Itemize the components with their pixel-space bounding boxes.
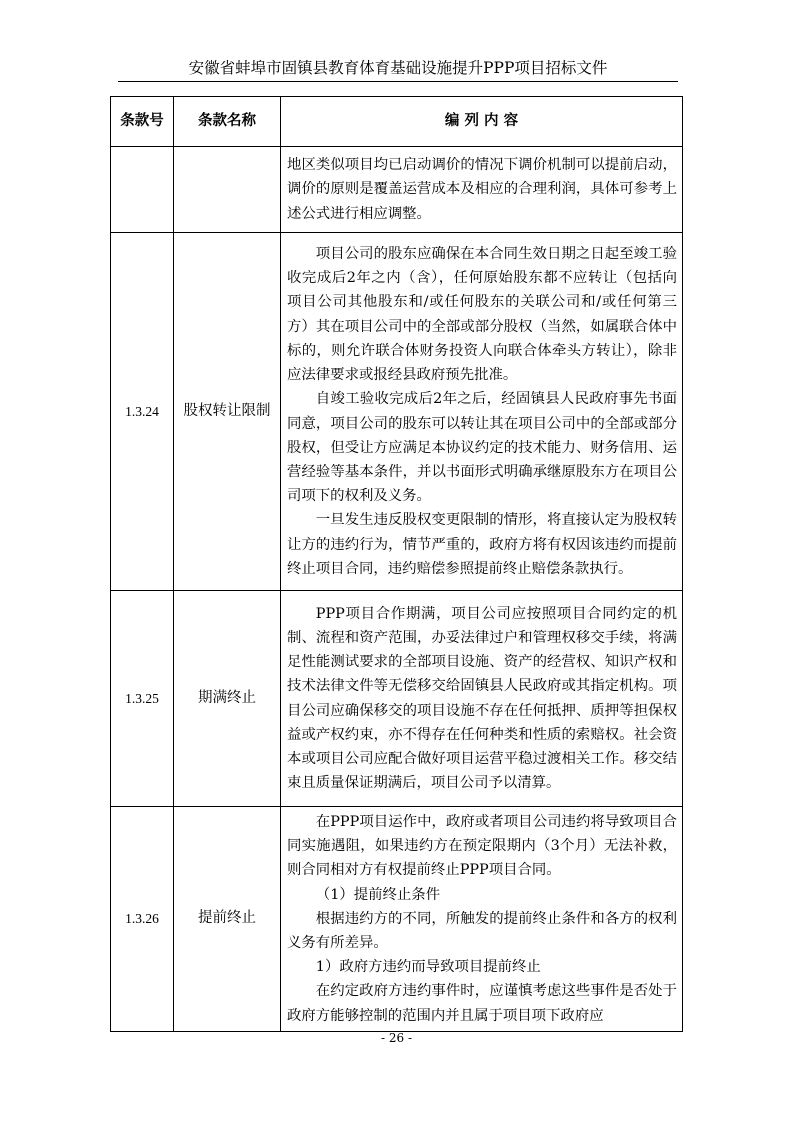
- clause-content: [281, 591, 683, 807]
- content-paragraph: 地区类似项目均已启动调价的情况下调价机制可以提前启动，调价的原则是覆盖运营成本及相应的合理利润，具体可参考上述公式进行相应调整。: [287, 157, 677, 222]
- clause-number: 1.3.25: [111, 591, 174, 807]
- column-header-content: 编 列 内 容: [281, 97, 683, 147]
- content-paragraph: 在PPP项目运作中，政府或者项目公司违约将导致项目合同实施遇阻，如果违约方在预定限期内（3个月）无法补救，则合同相对方有权提前终止PPP项目合同。: [287, 814, 677, 879]
- content-paragraph: 根据违约方的不同，所触发的提前终止条件和各方的权利义务有所差异。: [287, 910, 677, 952]
- clause-name: 期满终止: [174, 591, 281, 807]
- clause-name: 股权转让限制: [174, 233, 281, 591]
- table-row: [111, 147, 683, 233]
- clause-name: 提前终止: [174, 807, 281, 1032]
- content-paragraph: PPP项目合作期满，项目公司应按照项目合同约定的机制、流程和资产范围，办妥法律过户和管理权移交手续，将满足性能测试要求的全部项目设施、资产的经营权、知识产权和技术法律文件等无偿移交给固镇县人民政府或其指定机构。项目公司应确保移交的项目设施不存在任何抵押、质押等担保权益或产权约束，亦不得存在任何种类和性质的索赔权。社会资本或项目公司应配合做好项目运营平稳过渡相关工作。移交结束且质量保证期满后，项目公司予以清算。: [287, 605, 677, 792]
- column-header-clause-number: 条款号: [111, 97, 174, 147]
- document-header-title: 安徽省蚌埠市固镇县教育体育基础设施提升PPP项目招标文件: [188, 59, 608, 77]
- clause-table: [110, 96, 683, 1032]
- content-paragraph: （1）提前终止条件: [315, 886, 441, 903]
- content-paragraph: 自竣工验收完成后2年之后，经固镇县人民政府事先书面同意，项目公司的股东可以转让其在项目公司中的全部或部分股权，但受让方应满足本协议约定的技术能力、财务信用、运营经验等基本条件，并以书面形式明确承继原股东方在项目公司项下的权利及义务。: [287, 391, 677, 505]
- content-paragraph: 项目公司的股东应确保在本合同生效日期之日起至竣工验收完成后2年之内（含），任何原始股东都不应转让（包括向项目公司其他股东和/或任何股东的关联公司和/或任何第三方）其在项目公司中的全部或部分股权（当然，如属联合体中标的，则允许联合体财务投资人向联合体牵头方转让），除非应法律要求或报经县政府预先批准。: [287, 246, 677, 384]
- table-row: [111, 233, 683, 591]
- content-paragraph: 一旦发生违反股权变更限制的情形，将直接认定为股权转让方的违约行为，情节严重的，政府方将有权因该违约而提前终止项目合同，违约赔偿参照提前终止赔偿条款执行。: [287, 512, 677, 577]
- header-divider: [118, 81, 678, 82]
- clause-number: [111, 147, 174, 233]
- table-row: [111, 807, 683, 1032]
- clause-content: [281, 147, 683, 233]
- content-paragraph: 1）政府方违约而导致项目提前终止: [315, 959, 541, 976]
- page-number: - 26 -: [380, 1031, 412, 1045]
- table-row: [111, 591, 683, 807]
- clause-name: [174, 147, 281, 233]
- column-header-clause-name: 条款名称: [174, 97, 281, 147]
- clause-number: 1.3.26: [111, 807, 174, 1032]
- clause-content: [281, 807, 683, 1032]
- clause-content: [281, 233, 683, 591]
- content-paragraph: 在约定政府方违约事件时，应谨慎考虑这些事件是否处于政府方能够控制的范围内并且属于项目项下政府应: [287, 983, 677, 1024]
- clause-number: 1.3.24: [111, 233, 174, 591]
- table-header-row: [111, 97, 683, 147]
